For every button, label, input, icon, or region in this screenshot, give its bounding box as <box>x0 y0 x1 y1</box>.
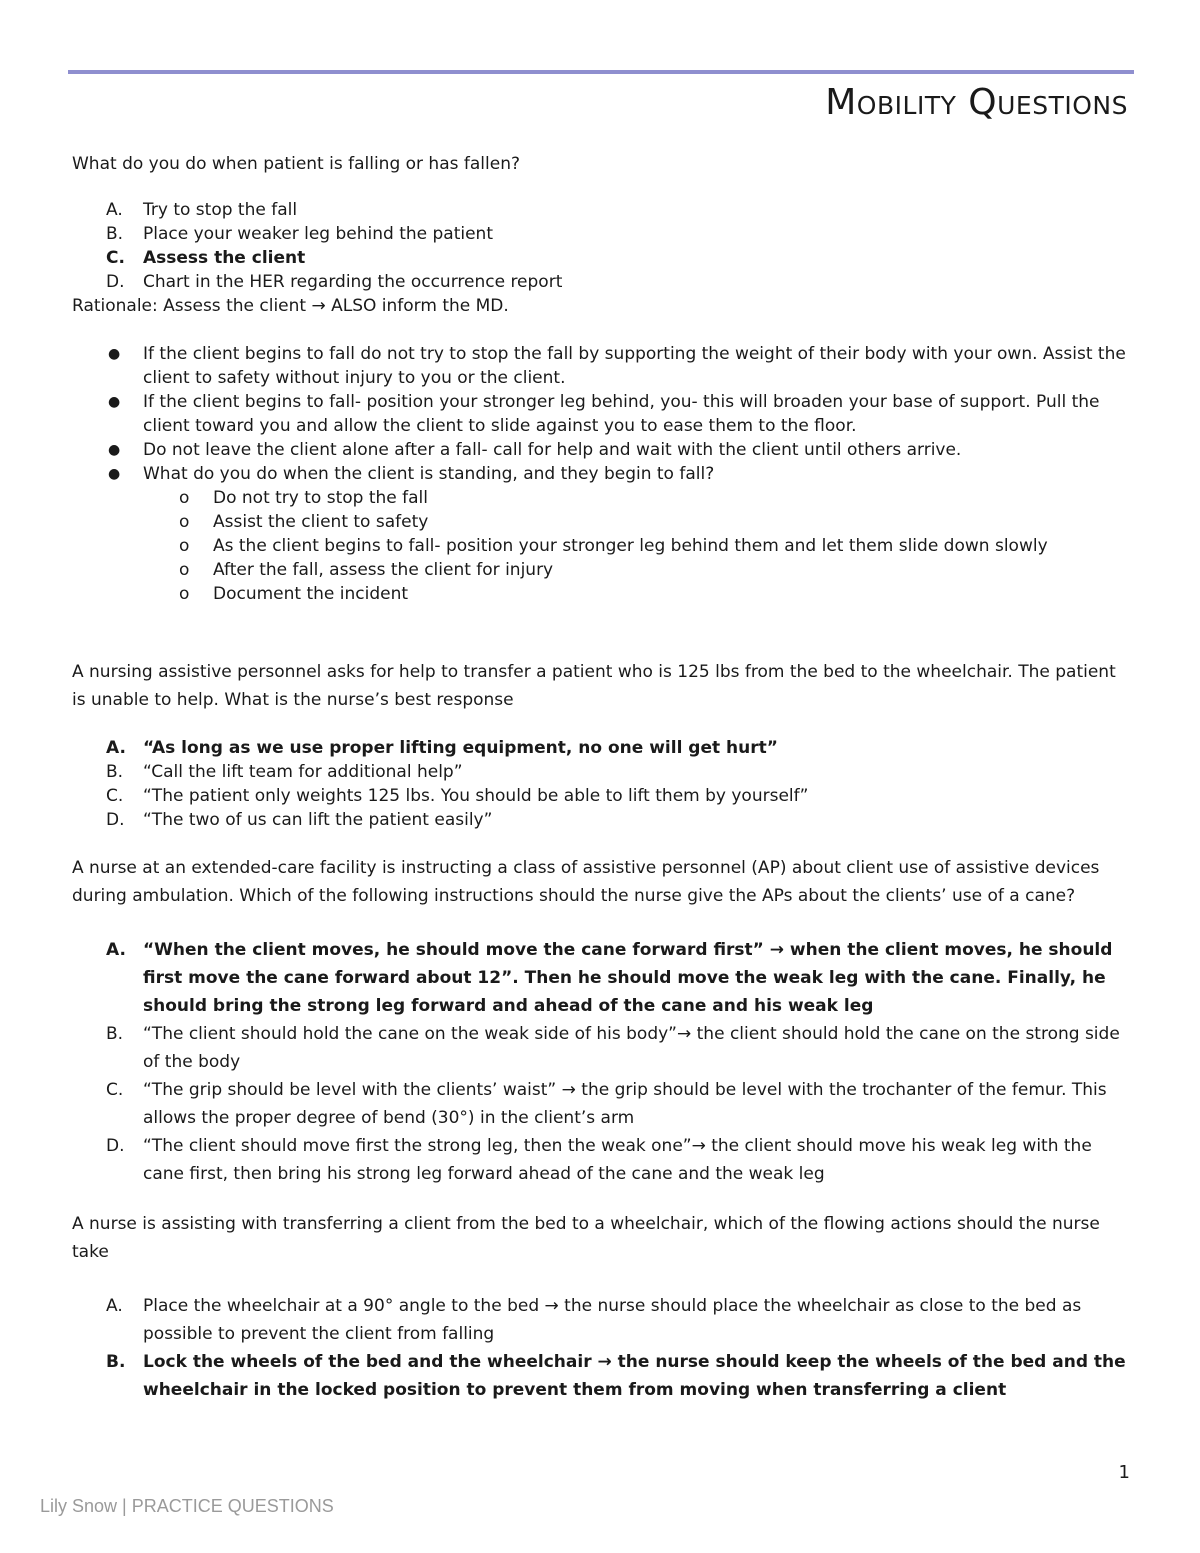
option-text: Lock the wheels of the bed and the wheelchair → the nurse should keep the wheels of the bed and the wheelchair in the locked position to prevent them from moving when transferring a client <box>143 1352 1126 1400</box>
header-rule <box>68 70 1134 74</box>
option-b <box>72 222 1132 246</box>
option-b-correct <box>72 1348 1132 1404</box>
option-text: Assess the client <box>143 248 306 268</box>
option-letter: B. <box>106 1352 126 1372</box>
option-letter: C. <box>106 248 125 268</box>
question-text: A nurse is assisting with transferring a client from the bed to a wheelchair, which of the flowing actions should the nurse take <box>72 1214 1100 1262</box>
option-a-correct <box>72 936 1132 1020</box>
circle-bullet-icon: o <box>179 584 190 604</box>
sub-bullet-item <box>143 582 1132 606</box>
answer-options <box>72 198 1132 294</box>
option-text: “The two of us can lift the patient easily” <box>143 810 493 830</box>
bullet-icon: ● <box>108 442 121 458</box>
option-text: “The client should move first the strong leg, then the weak one”→ the client should move his weak leg with the cane first, then bring his strong leg forward ahead of the cane and the weak leg <box>143 1136 1092 1184</box>
option-text: Place your weaker leg behind the patient <box>143 224 493 244</box>
sub-bullet-item <box>143 510 1132 534</box>
question-2 <box>72 658 1132 832</box>
circle-bullet-icon: o <box>179 536 190 556</box>
option-a <box>72 1292 1132 1348</box>
sub-bullet-item <box>143 558 1132 582</box>
option-text: “The client should hold the cane on the weak side of his body”→ the client should hold the cane on the strong side of the body <box>143 1024 1120 1072</box>
option-letter: B. <box>106 1024 124 1044</box>
bullet-text: What do you do when the client is standing, and they begin to fall? <box>143 464 715 484</box>
option-letter: C. <box>106 786 124 806</box>
option-letter: C. <box>106 1080 124 1100</box>
answer-options <box>72 936 1132 1188</box>
bullet-icon: ● <box>108 394 121 410</box>
document-body <box>72 152 1132 1404</box>
option-a-correct <box>72 736 1132 760</box>
option-b <box>72 1020 1132 1076</box>
question-text: What do you do when patient is falling or has fallen? <box>72 154 520 174</box>
bullet-icon: ● <box>108 346 121 362</box>
bullet-item <box>72 438 1132 462</box>
option-letter: D. <box>106 1136 125 1156</box>
bullet-item <box>72 462 1132 606</box>
sub-bullet-item <box>143 534 1132 558</box>
option-b <box>72 760 1132 784</box>
option-text: “The patient only weights 125 lbs. You should be able to lift them by yourself” <box>143 786 809 806</box>
option-d <box>72 1132 1132 1188</box>
option-text: “The grip should be level with the clients’ waist” → the grip should be level with the trochanter of the femur. This allows the proper degree of bend (30°) in the client’s arm <box>143 1080 1107 1128</box>
option-d <box>72 270 1132 294</box>
sub-bullet-text: As the client begins to fall- position your stronger leg behind them and let them slide down slowly <box>213 536 1048 556</box>
answer-options <box>72 1292 1132 1404</box>
option-letter: D. <box>106 810 125 830</box>
question-4 <box>72 1210 1132 1404</box>
option-text: “As long as we use proper lifting equipment, no one will get hurt” <box>143 738 778 758</box>
sub-bullet-text: Do not try to stop the fall <box>213 488 428 508</box>
option-letter: A. <box>106 940 126 960</box>
sub-bullet-text: Assist the client to safety <box>213 512 429 532</box>
bullet-item <box>72 342 1132 390</box>
bullet-list <box>72 342 1132 606</box>
option-letter: A. <box>106 200 123 220</box>
option-text: “Call the lift team for additional help” <box>143 762 463 782</box>
option-a <box>72 198 1132 222</box>
option-c <box>72 784 1132 808</box>
sub-bullet-text: Document the incident <box>213 584 409 604</box>
page-number: 1 <box>1118 1462 1130 1483</box>
sub-bullet-text: After the fall, assess the client for injury <box>213 560 554 580</box>
option-letter: D. <box>106 272 125 292</box>
bullet-text: Do not leave the client alone after a fall- call for help and wait with the client until others arrive. <box>143 440 962 460</box>
bullet-icon: ● <box>108 466 121 482</box>
option-letter: A. <box>106 1296 123 1316</box>
bullet-item <box>72 390 1132 438</box>
option-c <box>72 1076 1132 1132</box>
circle-bullet-icon: o <box>179 488 190 508</box>
circle-bullet-icon: o <box>179 560 190 580</box>
circle-bullet-icon: o <box>179 512 190 532</box>
question-text: A nurse at an extended-care facility is instructing a class of assistive personnel (AP) about client use of assistive devices during ambulation. Which of the following instructions should the nurse give the APs about the clients’ use of a cane? <box>72 858 1100 906</box>
option-c-correct <box>72 246 1132 270</box>
option-letter: B. <box>106 762 124 782</box>
sub-bullet-list <box>143 486 1132 606</box>
question-text: A nursing assistive personnel asks for help to transfer a patient who is 125 lbs from the bed to the wheelchair. The patient is unable to help. What is the nurse’s best response <box>72 662 1116 710</box>
option-letter: B. <box>106 224 124 244</box>
option-text: Try to stop the fall <box>143 200 298 220</box>
sub-bullet-item <box>143 486 1132 510</box>
bullet-text: If the client begins to fall do not try to stop the fall by supporting the weight of their body with your own. Assist the client to safety without injury to you or the client. <box>143 344 1126 388</box>
rationale: Rationale: Assess the client → ALSO inform the MD. <box>72 296 509 316</box>
bullet-text: If the client begins to fall- position your stronger leg behind, you- this will broaden your base of support. Pull the client toward you and allow the client to slide against you to ease them to the floor. <box>143 392 1100 436</box>
page-title: Mobility Questions <box>825 82 1128 123</box>
question-3 <box>72 854 1132 1188</box>
answer-options <box>72 736 1132 832</box>
option-text: Chart in the HER regarding the occurrence report <box>143 272 563 292</box>
question-1 <box>72 152 1132 606</box>
option-text: Place the wheelchair at a 90° angle to the bed → the nurse should place the wheelchair as close to the bed as possible to prevent the client from falling <box>143 1296 1082 1344</box>
option-d <box>72 808 1132 832</box>
page-footer: Lily Snow | PRACTICE QUESTIONS <box>40 1496 334 1516</box>
option-letter: A. <box>106 738 126 758</box>
option-text: “When the client moves, he should move the cane forward first” → when the client moves, he should first move the cane forward about 12”. Then he should move the weak leg with the cane. Finally, he should bring the strong leg forward and ahead of the cane and his weak leg <box>143 940 1113 1016</box>
